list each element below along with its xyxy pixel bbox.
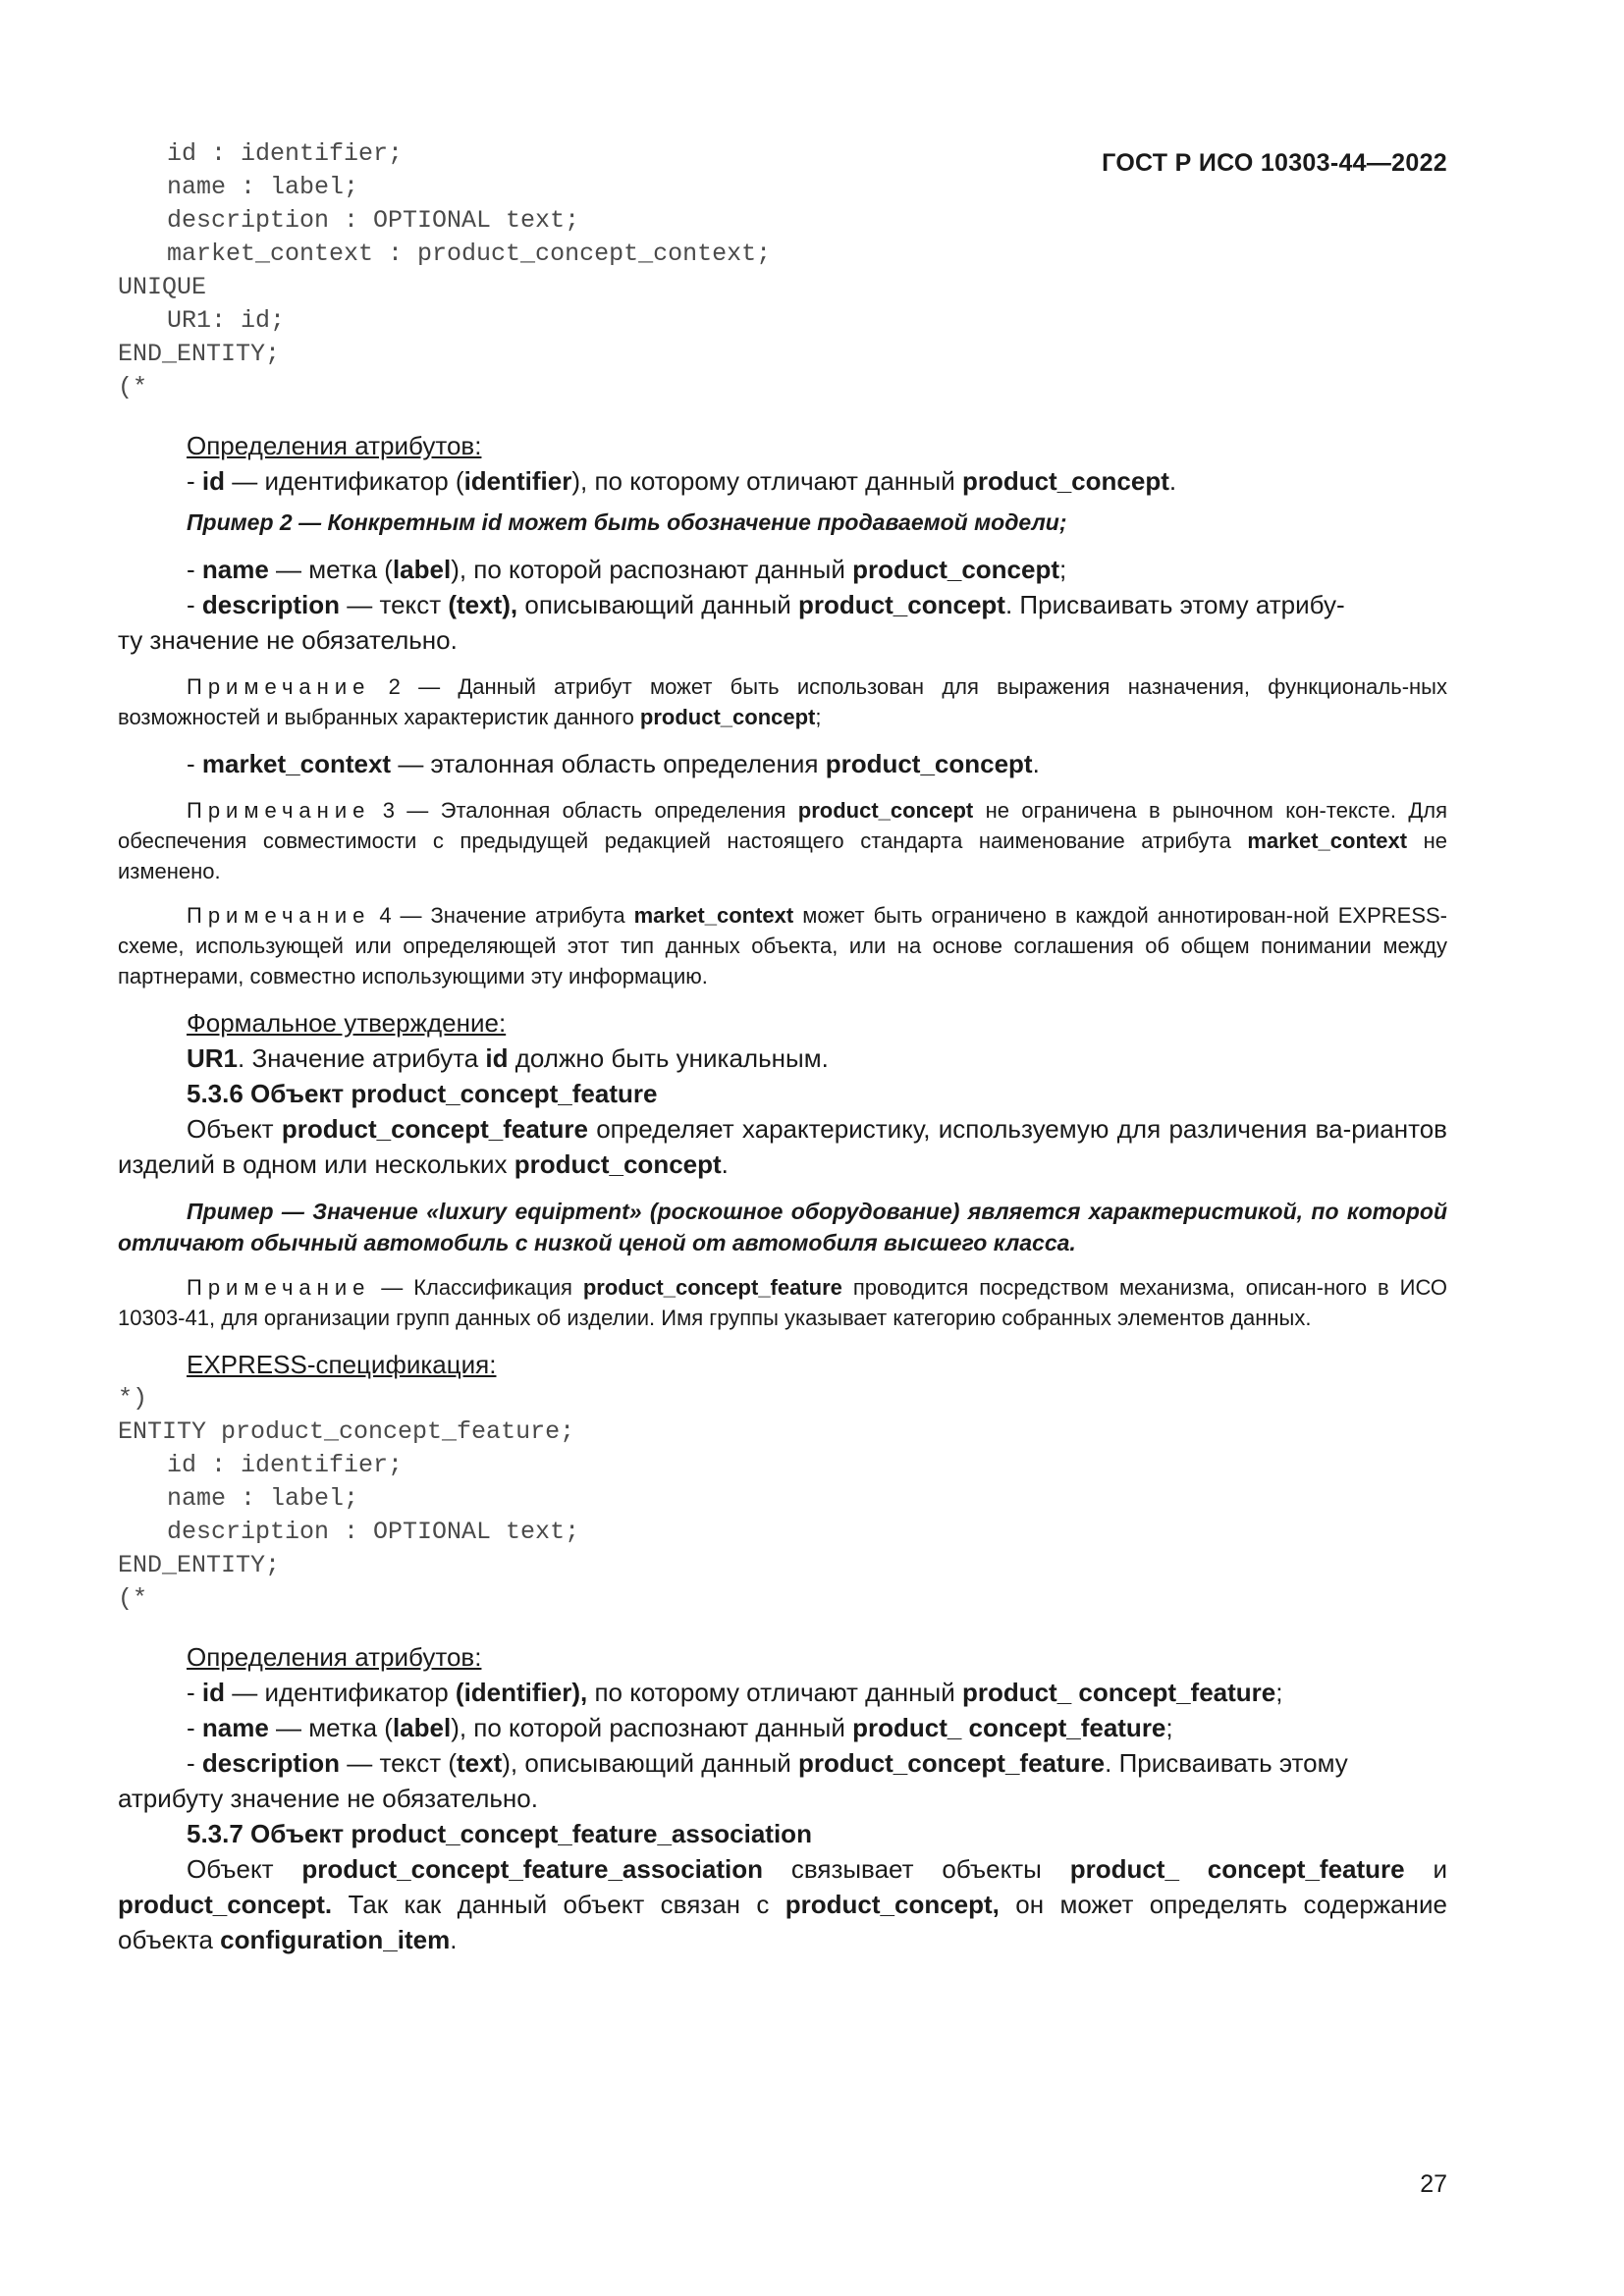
code-line: market_context : product_concept_context;: [167, 240, 772, 268]
code-line: END_ENTITY;: [118, 1551, 281, 1579]
section-5-3-7-paragraph: Объект product_concept_feature_association связывает объекты product_ concept_feature и product_concept. Так как данный объект связан с product_concept, он может определять содержание объекта configuration_item.: [118, 1854, 1448, 1954]
code-line: id : identifier;: [167, 139, 404, 168]
code-line: END_ENTITY;: [118, 340, 281, 368]
code-line: (*: [118, 1584, 148, 1613]
example-2: Пример 2 — Конкретным id может быть обозначение продаваемой модели;: [187, 509, 1067, 535]
formal-statement-heading: Формальное утверждение:: [187, 1008, 507, 1038]
code-line: UR1: id;: [167, 306, 286, 335]
code-line: (*: [118, 373, 148, 401]
section-5-3-6-paragraph: Объект product_concept_feature определяет характеристику, используемую для различения ва-риантов изделий в одном или нескольких product_concept.: [118, 1114, 1447, 1179]
express-code-block-2: [118, 1382, 1447, 1616]
code-line: *): [118, 1384, 148, 1413]
code-line: id : identifier;: [167, 1451, 404, 1479]
section-5-3-7-heading: 5.3.7 Объект product_concept_feature_association: [187, 1819, 812, 1848]
express-spec-heading: EXPRESS-спецификация:: [187, 1350, 497, 1379]
document-header: ГОСТ Р ИСО 10303-44—2022: [1102, 149, 1447, 177]
ur1-statement: UR1. Значение атрибута id должно быть уникальным.: [187, 1043, 829, 1073]
code-line: description : OPTIONAL text;: [167, 206, 580, 235]
def-description: - description — текст (text), описывающий данный product_concept. Присваивать этому атрибу-: [187, 590, 1345, 619]
note-2: Примечание 2 — Данный атрибут может быть использован для выражения назначения, функциональ-ных возможностей и выбранных характеристик данного product_concept;: [118, 674, 1447, 729]
def-description-2-cont: атрибуту значение не обязательно.: [118, 1784, 538, 1813]
attribute-definitions-heading: Определения атрибутов:: [187, 431, 482, 460]
def-id: - id — идентификатор (identifier), по которому отличают данный product_concept.: [187, 466, 1177, 496]
note-4: Примечание 4 — Значение атрибута market_context может быть ограничено в каждой аннотирован-ной EXPRESS-схеме, использующей или определяющей этот тип данных объекта, или на основе соглашения об общем понимании между партнерами, совместно использующими эту информацию.: [118, 903, 1447, 988]
note-3: Примечание 3 — Эталонная область определения product_concept не ограничена в рыночном кон-тексте. Для обеспечения совместимости с предыдущей редакцией настоящего стандарта наименование атрибута market_context не изменено.: [118, 798, 1447, 883]
express-code-block-1: [118, 137, 1447, 404]
note-classification: Примечание — Классификация product_concept_feature проводится посредством механизма, описан-ного в ИСО 10303-41, для организации групп данных об изделии. Имя группы указывает категорию собранных элементов данных.: [118, 1275, 1447, 1330]
def-description-2: - description — текст (text), описывающий данный product_concept_feature. Присваивать этому: [187, 1748, 1348, 1778]
page-number: 27: [1420, 2170, 1447, 2198]
def-name-2: - name — метка (label), по которой распознают данный product_ concept_feature;: [187, 1713, 1173, 1742]
code-line: description : OPTIONAL text;: [167, 1518, 580, 1546]
code-line: name : label;: [167, 173, 359, 201]
section-5-3-6-heading: 5.3.6 Объект product_concept_feature: [187, 1079, 658, 1108]
code-line: ENTITY product_concept_feature;: [118, 1417, 575, 1446]
code-line: UNIQUE: [118, 273, 207, 301]
def-id-2: - id — идентификатор (identifier), по которому отличают данный product_ concept_feature;: [187, 1678, 1283, 1707]
def-market-context: - market_context — эталонная область определения product_concept.: [187, 749, 1040, 778]
def-description-cont: ту значение не обязательно.: [118, 625, 458, 655]
attribute-definitions-heading-2: Определения атрибутов:: [187, 1642, 482, 1672]
example-luxury: Пример — Значение «luxury equipment» (роскошное оборудование) является характеристикой, по которой отличают обычный автомобиль с низкой ценой от автомобиля высшего класса.: [118, 1199, 1447, 1255]
page-content: [118, 137, 1447, 1957]
code-line: name : label;: [167, 1484, 359, 1513]
def-name: - name — метка (label), по которой распознают данный product_concept;: [187, 555, 1067, 584]
